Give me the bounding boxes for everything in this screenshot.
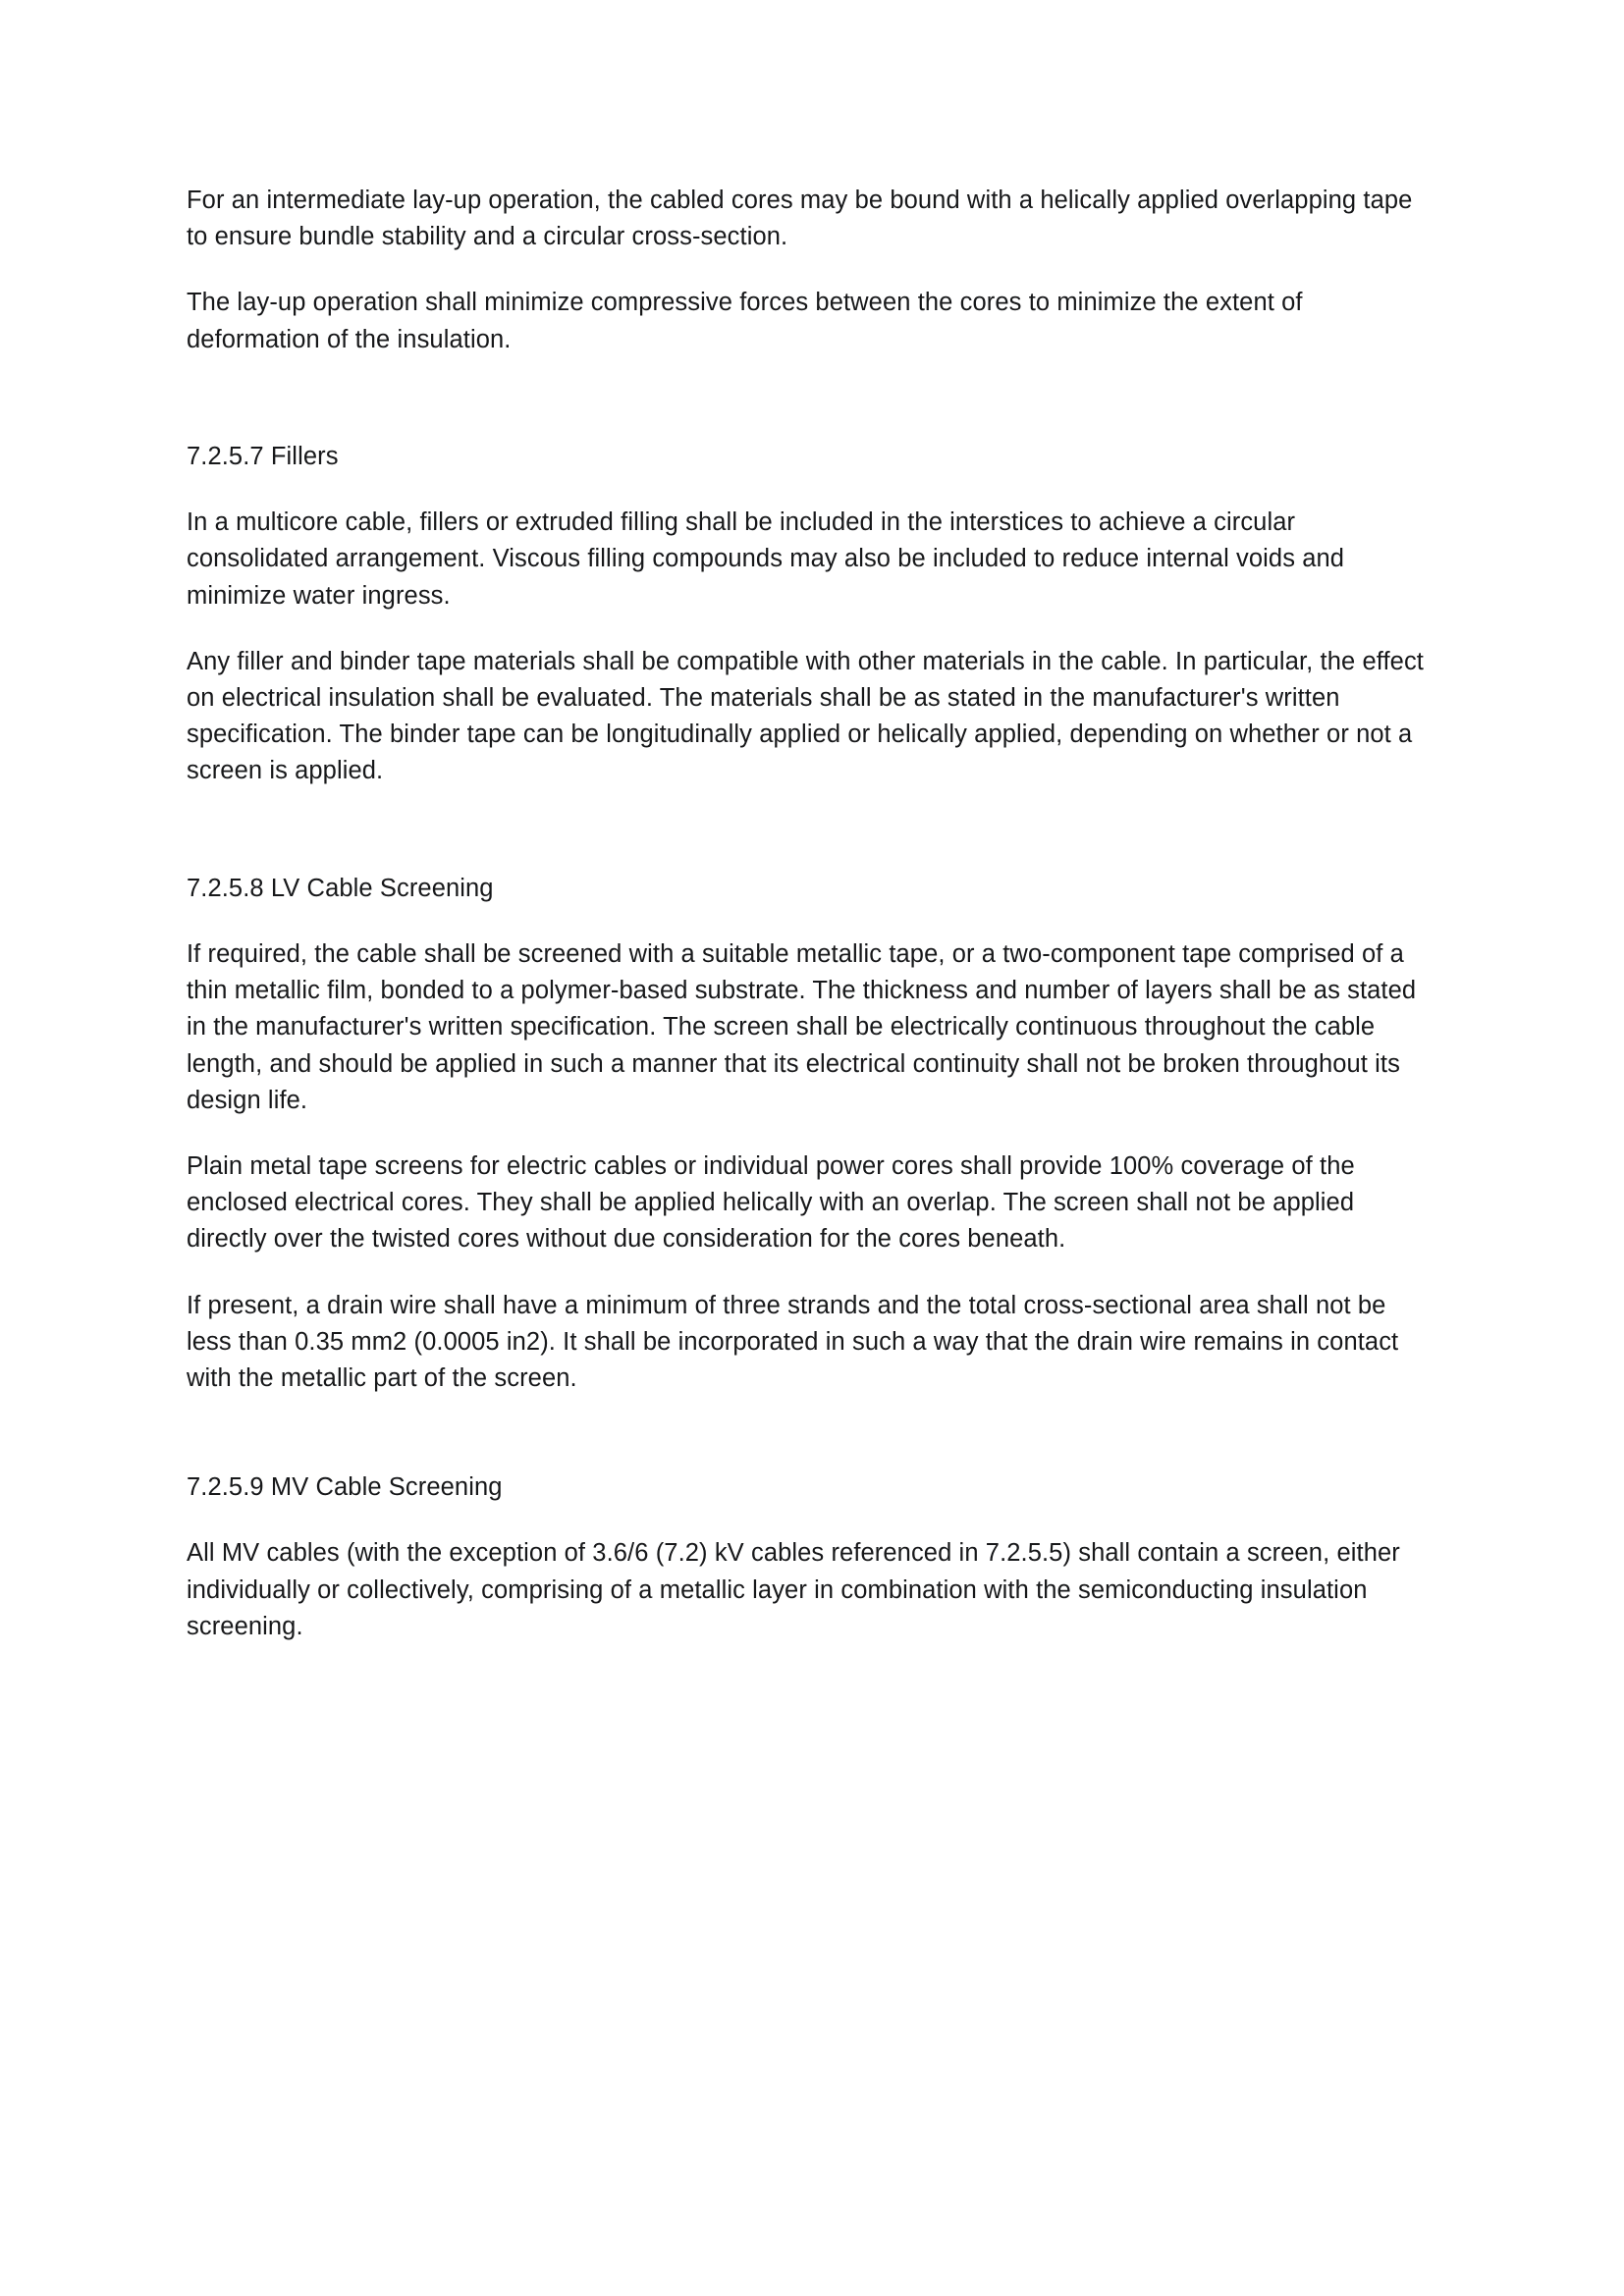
section-spacer: [187, 388, 1437, 439]
paragraph-filler-binder-compatibility: Any filler and binder tape materials shall be compatible with other materials in the cable. In particular, the effect on electrical insulation shall be evaluated. The materials shall be as stated in the manufacturer's written specification. The binder tape can be longitudinally applied or helically applied, depending on whether or not a screen is applied.: [187, 647, 1424, 785]
document-body: [187, 183, 1437, 1645]
paragraph-drain-wire: If present, a drain wire shall have a minimum of three strands and the total cross-sectional area shall not be less than 0.35 mm2 (0.0005 in2). It shall be incorporated in such a way that the drain wire remains in contact with the metallic part of the screen.: [187, 1291, 1399, 1393]
heading-7-2-5-8-lv-cable-screening: 7.2.5.8 LV Cable Screening: [187, 874, 494, 902]
paragraph-layup-compressive-forces: The lay-up operation shall minimize compressive forces between the cores to minimize the extent of deformation of the insulation.: [187, 289, 1303, 353]
paragraph-mv-cables-screen: All MV cables (with the exception of 3.6/6 (7.2) kV cables referenced in 7.2.5.5) shall contain a screen, either individually or collectively, comprising of a metallic layer in combination with the semiconducting insulation screening.: [187, 1539, 1400, 1640]
heading-7-2-5-7-fillers: 7.2.5.7 Fillers: [187, 442, 339, 470]
paragraph-intermediate-layup: For an intermediate lay-up operation, the cabled cores may be bound with a helically applied overlapping tape to ensure bundle stability and a circular cross-section.: [187, 187, 1413, 251]
paragraph-plain-metal-tape-screens: Plain metal tape screens for electric cables or individual power cores shall provide 100% coverage of the enclosed electrical cores. They shall be applied helically with an overlap. The screen shall not be applied directly over the twisted cores without due consideration for the cores beneath.: [187, 1151, 1355, 1254]
paragraph-lv-screen-metallic-tape: If required, the cable shall be screened with a suitable metallic tape, or a two-component tape comprised of a thin metallic film, bonded to a polymer-based substrate. The thickness and number of layers shall be as stated in the manufacturer's written specification. The screen shall be electrically continuous throughout the cable length, and should be applied in such a manner that its electrical continuity shall not be broken throughout its design life.: [187, 939, 1417, 1114]
section-spacer: [187, 820, 1437, 871]
heading-7-2-5-9-mv-cable-screening: 7.2.5.9 MV Cable Screening: [187, 1473, 503, 1502]
paragraph-multicore-fillers: In a multicore cable, fillers or extruded filling shall be included in the interstices to achieve a circular consolidated arrangement. Viscous filling compounds may also be included to reduce internal voids and minimize water ingress.: [187, 508, 1345, 610]
section-spacer: [187, 1426, 1437, 1469]
